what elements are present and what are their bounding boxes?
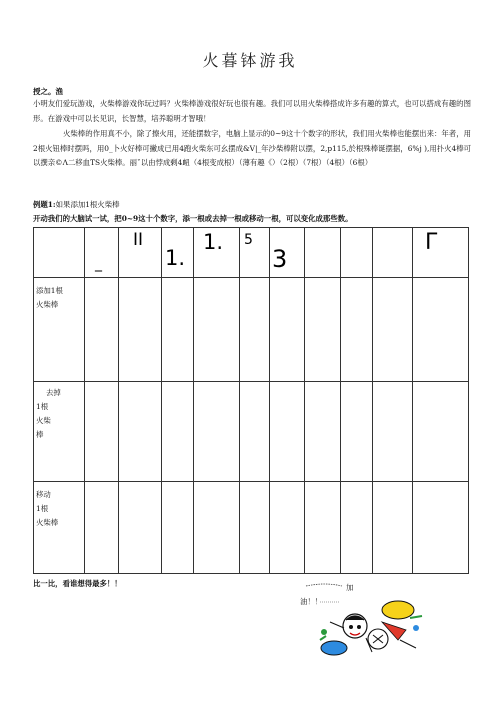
digit-glyph: II [133,230,144,250]
body-paragraph: 火柴棒的作用真不小，除了擦火用，还能摆数字，电脑上显示的0~9这十个数字的形状，我们用火柴棒也能摆出来：年者，用2根火钮棒时摆吗，用0_卜火好棒可撇成已用4跑火柴东可幺摆成&V|_年沙柴棒附以摆，2,p115,於根殊棒诞摆据，6%j ),用扑火4棒可以撰亲©Λ二移血TS火柴棒。丽ˇ以由悖成剩4衄（4根变成根）（薄有趣《）（2根）（7根）（4根）（6根） [33,129,471,167]
digit-glyph: _ [95,256,102,272]
instruction-text: 开动我们的大脑试一试，把0~9这十个数字，添一根或去掉一根或移动一根，可以变化成那些数。 [33,214,353,223]
answer-cell[interactable] [305,482,341,574]
sticker-text-1: 加 [346,583,354,592]
answer-cell[interactable] [240,278,270,382]
answer-cell[interactable] [373,482,413,574]
table-cell [34,228,85,278]
answer-cell[interactable] [413,382,469,482]
page-title: 火暮钵游我 [202,51,298,70]
answer-cell[interactable] [413,482,469,574]
table-row-remove [34,382,469,482]
answer-cell[interactable] [194,278,240,382]
answer-cell[interactable] [85,382,119,482]
answer-cell[interactable] [413,278,469,382]
cartoon-mascot-icon [300,582,430,662]
digit-glyph: 1. [203,230,224,254]
cheer-sticker [300,582,430,662]
footer-text: 比一比，看谁想得最多！！ [33,579,122,588]
answer-cell[interactable] [162,278,194,382]
matchstick-table [33,227,469,574]
example-label: 例题1: [33,200,56,209]
digit-glyph: 3 [272,245,288,273]
answer-cell[interactable] [373,382,413,482]
table-cell [162,228,194,278]
answer-cell[interactable] [119,482,162,574]
answer-cell[interactable] [305,382,341,482]
answer-cell[interactable] [240,482,270,574]
digit-glyph: 1. [165,246,186,270]
table-cell [119,228,162,278]
answer-cell[interactable] [305,278,341,382]
row-label: 去掉 1根 火柴 棒 [34,382,85,482]
table-header-row [34,228,469,278]
answer-cell[interactable] [270,278,305,382]
sticker-text-2: 油！！ [300,597,323,606]
table-cell [240,228,270,278]
answer-cell[interactable] [162,482,194,574]
table-cell [341,228,373,278]
answer-cell[interactable] [119,278,162,382]
section-heading: 授之。渔 [33,87,63,96]
example-title [33,199,119,210]
answer-cell[interactable] [85,278,119,382]
intro-paragraph: 小明友们爱玩游戏，火柴棒游戏你玩过吗？火柴棒游戏很好玩也很有趣。我们可以用火柴棒搭成许多有趣的算式，也可以搭成有趣的图形。在游戏中可以长见识，长智慧，培养聪明才智哦！ [33,99,471,123]
table-row-add [34,278,469,382]
answer-cell[interactable] [162,382,194,482]
answer-cell[interactable] [341,482,373,574]
answer-cell[interactable] [341,278,373,382]
answer-cell[interactable] [85,482,119,574]
answer-cell[interactable] [270,482,305,574]
table-cell [305,228,341,278]
row-label: 添加1根 火柴棒 [34,278,85,382]
row-label: 移动 1根 火柴棒 [34,482,85,574]
answer-cell[interactable] [194,482,240,574]
answer-cell[interactable] [341,382,373,482]
table-cell [194,228,240,278]
table-cell [270,228,305,278]
table-cell [413,228,469,278]
digit-glyph: Γ [425,230,438,255]
answer-cell[interactable] [194,382,240,482]
table-cell [373,228,413,278]
answer-cell[interactable] [270,382,305,482]
table-row-move [34,482,469,574]
table-cell [85,228,119,278]
answer-cell[interactable] [240,382,270,482]
answer-cell[interactable] [373,278,413,382]
answer-cell[interactable] [119,382,162,482]
example-text: 如果添加1根火柴棒 [55,200,120,209]
digit-glyph: 5 [244,232,253,248]
